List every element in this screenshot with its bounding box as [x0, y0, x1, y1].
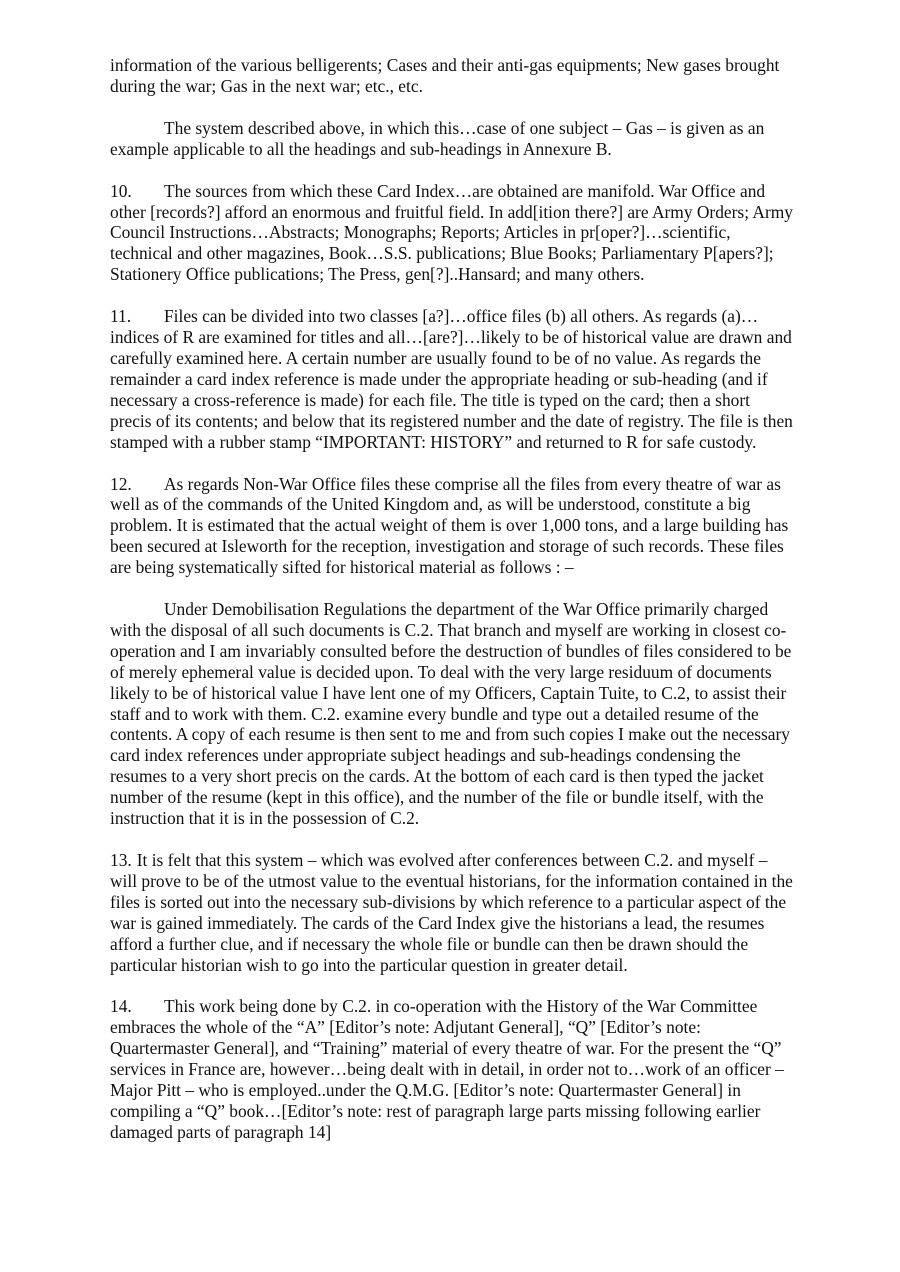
paragraph-12: [110, 474, 794, 579]
paragraph-number: 12.: [110, 473, 132, 494]
paragraph-demobilisation: [110, 599, 794, 829]
paragraph-14: [110, 996, 794, 1142]
paragraph-text: information of the various belligerents; Cases and their anti-gas equipments; New gases brought during the war; Gas in the next war; etc., etc.: [110, 55, 780, 96]
paragraph-system-described: [110, 118, 794, 160]
paragraph-text: Files can be divided into two classes [a?]…office files (b) all others. As regards (a)…indices of R are examined for titles and all…[are?]…likely to be of historical value are drawn and carefully examined here. A certain number are usually found to be of no value. As regards the remainder a card index reference is made under the appropriate heading or sub-heading (and if necessary a cross-reference is made) for each file. The title is typed on the card; then a short precis of its contents; and below that its registered number and the date of registry. The file is then stamped with a rubber stamp “IMPORTANT: HISTORY” and returned to R for safe custody.: [110, 306, 793, 452]
paragraph-text: The system described above, in which this…case of one subject – Gas – is given as an example applicable to all the headings and sub-headings in Annexure B.: [110, 117, 765, 159]
paragraph-number: 11.: [110, 306, 132, 327]
paragraph-text: This work being done by C.2. in co-operation with the History of the War Committee embraces the whole of the “A” [Editor’s note: Adjutant General], “Q” [Editor’s note: Quartermaster General], and “Training” material of every theatre of war. For the present the “Q” services in France are, however…being dealt with in detail, in order not to…work of an officer – Major Pitt – who is employed..under the Q.M.G. [Editor’s note: Quartermaster General] in compiling a “Q” book…[Editor’s note: rest of paragraph large parts missing following earlier damaged parts of paragraph 14]: [110, 996, 784, 1142]
paragraph-number: 10.: [110, 180, 132, 201]
paragraph-number: 14.: [110, 996, 132, 1017]
paragraph-number: 13.: [110, 850, 132, 870]
paragraph-continuation: [110, 55, 794, 97]
paragraph-text: The sources from which these Card Index…are obtained are manifold. War Office and other [records?] afford an enormous and fruitful field. In add[ition there?] are Army Orders; Army Council Instructions…Abstracts; Monographs; Reports; Articles in pr[oper?]…scientific, technical and other magazines, Book…S.S. publications; Blue Books; Parliamentary P[apers?]; Stationery Office publications; The Press, gen[?]..Hansard; and many others.: [110, 180, 793, 285]
paragraph-text: It is felt that this system – which was evolved after conferences between C.2. and myself – will prove to be of the utmost value to the eventual historians, for the information contained in the files is sorted out into the necessary sub-divisions by which reference to a particular aspect of the war is gained immediately. The cards of the Card Index give the historians a lead, the resumes afford a further clue, and if necessary the whole file or bundle can then be drawn should the particular historian wish to go into the particular question in greater detail.: [110, 850, 793, 975]
paragraph-text: Under Demobilisation Regulations the department of the War Office primarily charged with the disposal of all such documents is C.2. That branch and myself are working in closest co-operation and I am invariably consulted before the destruction of bundles of files considered to be of merely ephemeral value is decided upon. To deal with the very large residuum of documents likely to be of historical value I have lent one of my Officers, Captain Tuite, to C.2, to assist their staff and to work with them. C.2. examine every bundle and type out a detailed resume of the contents. A copy of each resume is then sent to me and from such copies I make out the necessary card index references under appropriate subject headings and sub-headings condensing the resumes to a very short precis on the cards. At the bottom of each card is then typed the jacket number of the resume (kept in this office), and the number of the file or bundle itself, with the instruction that it is in the possession of C.2.: [110, 599, 792, 829]
paragraph-text: As regards Non-War Office files these comprise all the files from every theatre of war as well as of the commands of the United Kingdom and, as will be understood, constitute a big problem. It is estimated that the actual weight of them is over 1,000 tons, and a large building has been secured at Isleworth for the reception, investigation and storage of such records. These files are being systematically sifted for historical material as follows : –: [110, 473, 789, 578]
paragraph-13: [110, 850, 794, 975]
paragraph-11: [110, 306, 794, 452]
paragraph-10: [110, 181, 794, 286]
